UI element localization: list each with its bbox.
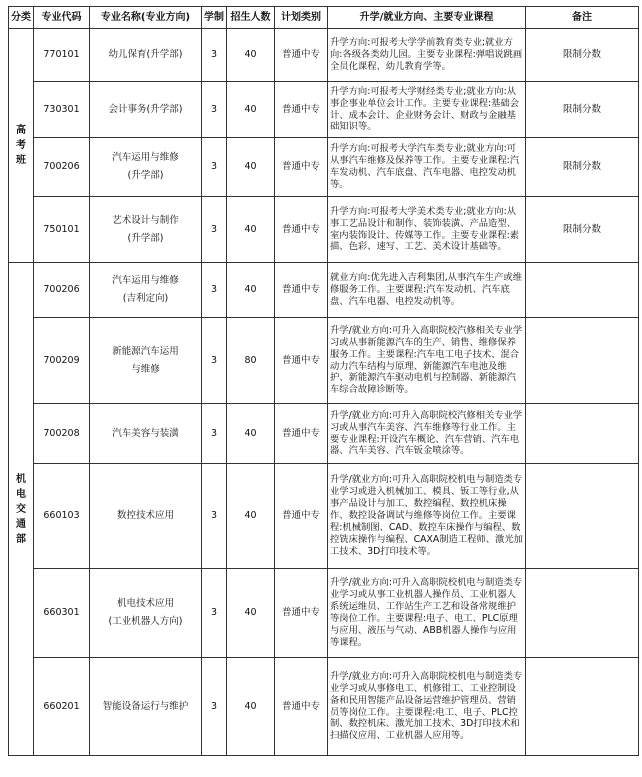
enrollment-table <box>8 6 639 756</box>
note-cell: 限制分数 <box>526 82 639 138</box>
plan-type-cell: 普通中专 <box>275 404 328 464</box>
direction-cell: 就业方向:优先进入吉利集团,从事汽车生产或维修服务工作。主要课程:汽车发动机、汽车底盘、汽车电器、电控发动机等。 <box>328 263 526 318</box>
note-cell <box>526 404 639 464</box>
name-line: 汽车运用与维修 <box>112 275 179 286</box>
table-row <box>9 263 639 318</box>
note-cell <box>526 318 639 404</box>
direction-cell: 升学/就业方向:可升入高职院校机电与制造类专业学习或进入机械加工、模具、钣工等行业,从事产品设计与加工、数控编程、数控机床操作、数控设备调试与维修等岗位工作。主要课程:机械制图、CAD、数控车床操作与编程、数控铣床操作与编程、CAXA制造工程师、激光加工技术、3D打印技术等。 <box>328 464 526 569</box>
years-cell: 3 <box>202 658 227 756</box>
name-line: 幼儿保育(升学部) <box>108 49 183 60</box>
direction-cell: 升学/就业方向:可升入高职院校机电与制造类专业学习或从事修电工、机修钳工、工业控制设备和民用智能产品设备运营维护管理员、营销员等岗位工作。主要课程:电工、电子、PLC控制、数控机床、激光加工技术、3D打印技术和扫描仪应用、工业机器人应用等。 <box>328 658 526 756</box>
name-cell <box>90 29 202 82</box>
table-row <box>9 197 639 263</box>
header-years: 学制 <box>202 7 227 29</box>
years-cell: 3 <box>202 197 227 263</box>
plan-type-cell: 普通中专 <box>275 138 328 197</box>
direction-cell: 升学/就业方向:可升入高职院校机电与制造类专业学习或从事工业机器人操作员、工业机器人系统运维员、工作站生产工艺和设备常规维护等岗位工作。主要课程:电子、电工、PLC原理与应用、液压与气动、ABB机器人操作与应用等课程。 <box>328 569 526 658</box>
code-cell: 700208 <box>34 404 90 464</box>
code-cell: 700206 <box>34 263 90 318</box>
name-line: 新能源汽车运用 <box>112 345 179 357</box>
code-cell: 660301 <box>34 569 90 658</box>
name-cell <box>90 197 202 263</box>
years-cell: 3 <box>202 138 227 197</box>
name-cell <box>90 464 202 569</box>
code-cell: 700209 <box>34 318 90 404</box>
code-cell: 750101 <box>34 197 90 263</box>
code-cell: 730301 <box>34 82 90 138</box>
name-line: 汽车运用与维修 <box>112 152 179 163</box>
enroll-cell: 40 <box>227 569 275 658</box>
plan-type-cell: 普通中专 <box>275 464 328 569</box>
code-cell: 660103 <box>34 464 90 569</box>
header-direction: 升学/就业方向、主要专业课程 <box>328 7 526 29</box>
plan-type-cell: 普通中专 <box>275 658 328 756</box>
category-label: 高考班 <box>16 125 26 166</box>
code-cell: 770101 <box>34 29 90 82</box>
table-body <box>9 29 639 756</box>
name-line: 智能设备运行与维护 <box>102 700 189 712</box>
name-line: 机电技术应用 <box>116 598 174 609</box>
name-cell <box>90 82 202 138</box>
years-cell: 3 <box>202 464 227 569</box>
direction-cell: 升学方向:可报考大学学前教育类专业;就业方向:各级各类幼儿园。主要专业课程:弹唱说跳画全员化课程、幼儿教育学等。 <box>328 29 526 82</box>
note-cell <box>526 464 639 569</box>
enroll-cell: 40 <box>227 138 275 197</box>
direction-cell: 升学方向:可报考大学美术类专业;就业方向:从事工艺品设计和制作、装饰装潢、产品造型、室内装饰设计、传媒等工作。主要专业课程:素描、色彩、速写、工艺、美术设计基础等。 <box>328 197 526 263</box>
name-cell <box>90 318 202 404</box>
name-line: 汽车美容与装潢 <box>112 427 179 439</box>
name-line: 与维修 <box>131 363 160 375</box>
name-line: 会计事务(升学部) <box>108 103 183 115</box>
enroll-cell: 80 <box>227 318 275 404</box>
years-cell: 3 <box>202 569 227 658</box>
enrollment-table-sheet <box>8 6 638 756</box>
table-row <box>9 318 639 404</box>
note-cell: 限制分数 <box>526 197 639 263</box>
enroll-cell: 40 <box>227 29 275 82</box>
direction-cell: 升学/就业方向:可升入高职院校汽修相关专业学习或从事新能源汽车的生产、销售、维修保养服务工作。主要课程:汽车电工电子技术、混合动力汽车结构与原理、新能源汽车电池及维护、新能源汽车驱动电机与控制器、新能源汽车综合故障诊断等。 <box>328 318 526 404</box>
enroll-cell: 40 <box>227 464 275 569</box>
years-cell: 3 <box>202 29 227 82</box>
name-line: 数控技术应用 <box>116 510 174 521</box>
table-row <box>9 658 639 756</box>
table-row <box>9 138 639 197</box>
note-cell: 限制分数 <box>526 29 639 82</box>
header-category: 分类 <box>9 7 34 29</box>
plan-type-cell: 普通中专 <box>275 569 328 658</box>
name-line: (工业机器人方向) <box>108 616 183 627</box>
note-cell <box>526 569 639 658</box>
enroll-cell: 40 <box>227 658 275 756</box>
header-code: 专业代码 <box>34 7 90 29</box>
years-cell: 3 <box>202 318 227 404</box>
plan-type-cell: 普通中专 <box>275 263 328 318</box>
category-cell <box>9 263 34 756</box>
name-cell <box>90 263 202 318</box>
table-header-row <box>9 7 639 29</box>
plan-type-cell: 普通中专 <box>275 82 328 138</box>
note-cell <box>526 658 639 756</box>
name-line: (升学部) <box>127 232 164 244</box>
name-cell <box>90 404 202 464</box>
plan-type-cell: 普通中专 <box>275 197 328 263</box>
years-cell: 3 <box>202 82 227 138</box>
table-row <box>9 464 639 569</box>
header-enroll: 招生人数 <box>227 7 275 29</box>
note-cell: 限制分数 <box>526 138 639 197</box>
direction-cell: 升学方向:可报考大学财经类专业;就业方向:从事企事业单位会计工作。主要专业课程:基础会计、成本会计、企业财务会计、财政与金融基础知识等。 <box>328 82 526 138</box>
enroll-cell: 40 <box>227 404 275 464</box>
header-plan-type: 计划类别 <box>275 7 328 29</box>
table-row <box>9 569 639 658</box>
name-line: 艺术设计与制作 <box>112 214 179 226</box>
direction-cell: 升学方向:可报考大学汽车类专业;就业方向:可从事汽车维修及保养等工作。主要专业课程:汽车发动机、汽车底盘、汽车电器、电控发动机等。 <box>328 138 526 197</box>
name-line: (升学部) <box>127 170 164 181</box>
category-cell <box>9 29 34 263</box>
table-row <box>9 404 639 464</box>
plan-type-cell: 普通中专 <box>275 29 328 82</box>
enroll-cell: 40 <box>227 82 275 138</box>
code-cell: 700206 <box>34 138 90 197</box>
enroll-cell: 40 <box>227 197 275 263</box>
header-name: 专业名称(专业方向) <box>90 7 202 29</box>
name-line: (吉利定向) <box>122 293 169 304</box>
header-note: 备注 <box>526 7 639 29</box>
name-cell <box>90 658 202 756</box>
category-label: 机电交通部 <box>16 473 26 545</box>
table-row <box>9 29 639 82</box>
table-row <box>9 82 639 138</box>
years-cell: 3 <box>202 404 227 464</box>
name-cell <box>90 569 202 658</box>
years-cell: 3 <box>202 263 227 318</box>
direction-cell: 升学/就业方向:可升入高职院校汽修相关专业学习或从事汽车美容、汽车维修等行业工作。主要专业课程:开设汽车概论、汽车营销、汽车电器、汽车美容、汽车钣金喷涂等。 <box>328 404 526 464</box>
name-cell <box>90 138 202 197</box>
code-cell: 660201 <box>34 658 90 756</box>
note-cell <box>526 263 639 318</box>
enroll-cell: 40 <box>227 263 275 318</box>
plan-type-cell: 普通中专 <box>275 318 328 404</box>
